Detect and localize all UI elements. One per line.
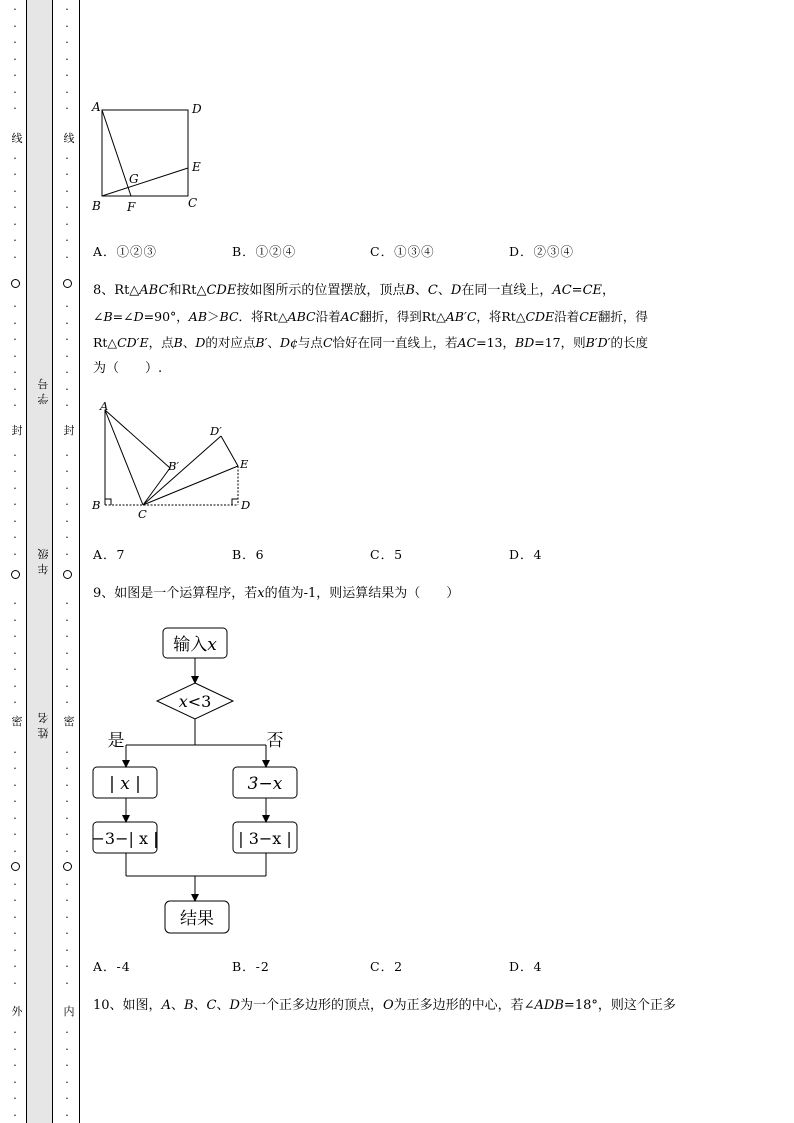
- label-a: A: [92, 100, 101, 114]
- outer-circle-2: [11, 570, 20, 579]
- margin-dot: ·: [13, 498, 17, 511]
- label-d: D: [192, 102, 202, 116]
- margin-dot: ·: [13, 1076, 17, 1089]
- margin-dot: ·: [65, 201, 69, 214]
- q8-line-4: 为（ ）.: [93, 361, 163, 376]
- margin-dot: ·: [13, 465, 17, 478]
- right-angle-b: [105, 499, 111, 505]
- svg-text:x<3: [179, 692, 212, 711]
- margin-dot: ·: [65, 333, 69, 346]
- margin-dot: ·: [13, 36, 17, 49]
- inner-circle-2: [63, 570, 72, 579]
- q7-option-b[interactable]: B．①②④: [232, 244, 297, 259]
- margin-dot: ·: [65, 300, 69, 313]
- margin-dot: ·: [65, 482, 69, 495]
- margin-dot: ·: [13, 317, 17, 330]
- margin-dot: ·: [13, 201, 17, 214]
- segment-abp: [105, 410, 170, 468]
- margin-dot: ·: [65, 960, 69, 973]
- segment-ac: [105, 410, 143, 505]
- margin-dot: ·: [13, 845, 17, 858]
- flow-result-text: 结果: [180, 909, 214, 929]
- field-student-id: 学号: [37, 377, 49, 405]
- q9-option-a[interactable]: A．-4: [93, 959, 131, 974]
- margin-dot: ·: [13, 20, 17, 33]
- q9-option-d[interactable]: D．4: [509, 959, 543, 974]
- margin-dot: ·: [65, 614, 69, 627]
- margin-dot: ·: [13, 696, 17, 709]
- q9-option-b[interactable]: B．-2: [232, 959, 270, 974]
- margin-dot: ·: [13, 977, 17, 990]
- margin-dot: ·: [65, 680, 69, 693]
- label-b: B: [92, 498, 101, 512]
- label-b: B: [92, 199, 101, 213]
- margin-dot: ·: [13, 944, 17, 957]
- margin-dot: ·: [65, 1092, 69, 1105]
- margin-dot: ·: [65, 1043, 69, 1056]
- outer-circle-3: [11, 862, 20, 871]
- margin-dot: ·: [13, 746, 17, 759]
- q7-option-a[interactable]: A．①②③: [93, 244, 158, 259]
- margin-dot: ·: [13, 86, 17, 99]
- flow-cond-var: x: [178, 692, 188, 711]
- flow-abs-3mx-text: | 3−x |: [238, 829, 292, 848]
- margin-dot: ·: [13, 812, 17, 825]
- margin-dot: ·: [65, 168, 69, 181]
- margin-dot: ·: [13, 53, 17, 66]
- margin-dot: ·: [13, 333, 17, 346]
- flow-abs-x-text: | x |: [109, 774, 141, 794]
- q8-line-1: 8、Rt△ABC和Rt△CDE按如图所示的位置摆放，顶点B、C、D在同一直线上，AC=CE，: [93, 283, 616, 298]
- label-bprime: B′: [168, 459, 180, 473]
- margin-dot: ·: [65, 1059, 69, 1072]
- q9-text: 9、如图是一个运算程序，若x的值为-1，则运算结果为（ ）: [93, 586, 460, 601]
- margin-dot: ·: [65, 696, 69, 709]
- margin-dot: ·: [65, 53, 69, 66]
- margin-dot: ·: [65, 86, 69, 99]
- margin-dot: ·: [65, 812, 69, 825]
- margin-dot: ·: [65, 894, 69, 907]
- segment-cdp: [143, 436, 221, 505]
- margin-dot: ·: [65, 399, 69, 412]
- margin-dot: ·: [65, 548, 69, 561]
- margin-line-1: [26, 0, 27, 1123]
- flow-input-var: x: [207, 635, 217, 655]
- margin-dot: ·: [13, 779, 17, 792]
- margin-dot: ·: [13, 449, 17, 462]
- margin-dot: ·: [65, 350, 69, 363]
- label-c: C: [188, 196, 198, 210]
- margin-dot: ·: [13, 102, 17, 115]
- inner-circle-3: [63, 862, 72, 871]
- margin-dot: ·: [65, 927, 69, 940]
- margin-dot: ·: [65, 531, 69, 544]
- q9-flowchart: [88, 620, 318, 940]
- label-f: F: [127, 200, 136, 214]
- field-grade: 年级: [37, 547, 49, 575]
- inner-label-seal: 封: [63, 424, 75, 437]
- q7-option-d[interactable]: D．②③④: [509, 244, 575, 259]
- label-c: C: [138, 507, 147, 520]
- margin-dot: ·: [13, 878, 17, 891]
- label-e: E: [240, 457, 249, 471]
- margin-dot: ·: [65, 3, 69, 16]
- margin-dot: ·: [65, 465, 69, 478]
- margin-dot: ·: [65, 911, 69, 924]
- margin-dot: ·: [13, 663, 17, 676]
- q10-text: 10、如图，A、B、C、D为一个正多边形的顶点，O为正多边形的中心，若∠ADB=18°，则这个正多: [93, 998, 676, 1013]
- margin-dot: ·: [65, 647, 69, 660]
- q7-option-c[interactable]: C．①③④: [370, 244, 435, 259]
- margin-dot: ·: [13, 1043, 17, 1056]
- q7-square-figure: [88, 98, 208, 216]
- margin-dot: ·: [65, 20, 69, 33]
- margin-dot: ·: [65, 185, 69, 198]
- label-e: E: [192, 160, 201, 174]
- margin-dot: ·: [13, 795, 17, 808]
- inner-label-secret: 密: [63, 715, 75, 728]
- segment-dpe: [221, 436, 238, 466]
- margin-dot: ·: [65, 366, 69, 379]
- outer-label-secret: 密: [11, 715, 23, 728]
- margin-dot: ·: [13, 366, 17, 379]
- flow-neg3-abs-text: −3−| x |: [91, 829, 159, 848]
- margin-dot: ·: [13, 1026, 17, 1039]
- margin-dot: ·: [13, 911, 17, 924]
- margin-dot: ·: [13, 960, 17, 973]
- margin-dot: ·: [13, 234, 17, 247]
- margin-dot: ·: [65, 234, 69, 247]
- q8-option-c[interactable]: C．5: [370, 547, 404, 562]
- right-angle-d: [232, 499, 238, 505]
- q8-triangle-figure: [88, 398, 258, 520]
- margin-dot: ·: [65, 1026, 69, 1039]
- margin-dot: ·: [65, 36, 69, 49]
- margin-dot: ·: [13, 927, 17, 940]
- outer-label-line: 线: [11, 132, 23, 145]
- margin-dot: ·: [65, 102, 69, 115]
- margin-dot: ·: [65, 630, 69, 643]
- margin-dot: ·: [13, 614, 17, 627]
- margin-dot: ·: [13, 1092, 17, 1105]
- outer-label-outside: 外: [11, 1005, 23, 1018]
- margin-dot: ·: [65, 746, 69, 759]
- margin-dot: ·: [13, 218, 17, 231]
- margin-line-3: [79, 0, 80, 1123]
- margin-dot: ·: [65, 1076, 69, 1089]
- q8-line-2: ∠B=∠D=90°，AB＞BC．将Rt△ABC沿着AC翻折，得到Rt△AB′C，将Rt△CDE沿着CE翻折，得: [93, 309, 648, 324]
- margin-dot: ·: [65, 152, 69, 165]
- square-abcd: [102, 110, 188, 196]
- margin-line-2: [52, 0, 53, 1123]
- margin-dot: ·: [13, 894, 17, 907]
- margin-dot: ·: [13, 1059, 17, 1072]
- q8-option-d[interactable]: D．4: [509, 547, 543, 562]
- margin-dot: ·: [65, 498, 69, 511]
- q8-option-b[interactable]: B．6: [232, 547, 265, 562]
- label-a: A: [100, 399, 109, 413]
- margin-dot: ·: [13, 515, 17, 528]
- segment-af: [102, 110, 131, 196]
- flow-3-minus-x-text: 3−x: [247, 774, 283, 794]
- label-d: D: [241, 498, 251, 512]
- margin-dot: ·: [65, 845, 69, 858]
- margin-dot: ·: [65, 944, 69, 957]
- margin-dot: ·: [65, 597, 69, 610]
- margin-dot: ·: [65, 218, 69, 231]
- svg-text:输入x: [173, 635, 217, 655]
- q8-line-3: Rt△CD′E，点B、D的对应点B′、D¢与点C恰好在同一直线上，若AC=13，BD=17，则B′D′的长度: [93, 335, 649, 350]
- outer-label-seal: 封: [11, 424, 23, 437]
- margin-dot: ·: [65, 317, 69, 330]
- flow-no-label: 否: [266, 731, 284, 751]
- margin-dot: ·: [65, 449, 69, 462]
- margin-dot: ·: [13, 762, 17, 775]
- field-name: 姓名: [37, 711, 49, 739]
- q8-option-a[interactable]: A．7: [93, 547, 126, 562]
- margin-dot: ·: [13, 300, 17, 313]
- margin-dot: ·: [13, 383, 17, 396]
- margin-dot: ·: [13, 680, 17, 693]
- margin-dot: ·: [65, 1109, 69, 1122]
- margin-dot: ·: [65, 795, 69, 808]
- margin-dot: ·: [13, 1109, 17, 1122]
- segment-be: [102, 168, 188, 196]
- margin-dot: ·: [65, 878, 69, 891]
- outer-circle-1: [11, 279, 20, 288]
- margin-dot: ·: [65, 762, 69, 775]
- flow-input-prefix: 输入: [173, 635, 208, 655]
- flow-yes-label: 是: [107, 731, 125, 751]
- margin-dot: ·: [13, 185, 17, 198]
- margin-dot: ·: [65, 515, 69, 528]
- margin-dot: ·: [65, 828, 69, 841]
- inner-circle-1: [63, 279, 72, 288]
- flow-cond-rest: <3: [187, 692, 212, 711]
- margin-dot: ·: [13, 531, 17, 544]
- margin-dot: ·: [65, 663, 69, 676]
- label-dprime: D′: [210, 424, 222, 438]
- margin-dot: ·: [13, 152, 17, 165]
- inner-label-inside: 内: [63, 1005, 75, 1018]
- margin-dot: ·: [13, 350, 17, 363]
- margin-dot: ·: [13, 630, 17, 643]
- margin-dot: ·: [13, 399, 17, 412]
- margin-dot: ·: [13, 168, 17, 181]
- margin-dot: ·: [65, 779, 69, 792]
- q9-option-c[interactable]: C．2: [370, 959, 404, 974]
- label-g: G: [129, 172, 139, 186]
- margin-dot: ·: [13, 828, 17, 841]
- inner-label-line: 线: [63, 132, 75, 145]
- margin-dot: ·: [13, 3, 17, 16]
- margin-dot: ·: [13, 251, 17, 264]
- margin-dot: ·: [65, 251, 69, 264]
- margin-dot: ·: [13, 69, 17, 82]
- margin-dot: ·: [65, 977, 69, 990]
- margin-dot: ·: [13, 597, 17, 610]
- margin-dot: ·: [65, 69, 69, 82]
- margin-dot: ·: [13, 647, 17, 660]
- margin-dot: ·: [13, 548, 17, 561]
- margin-dot: ·: [65, 383, 69, 396]
- margin-dot: ·: [13, 482, 17, 495]
